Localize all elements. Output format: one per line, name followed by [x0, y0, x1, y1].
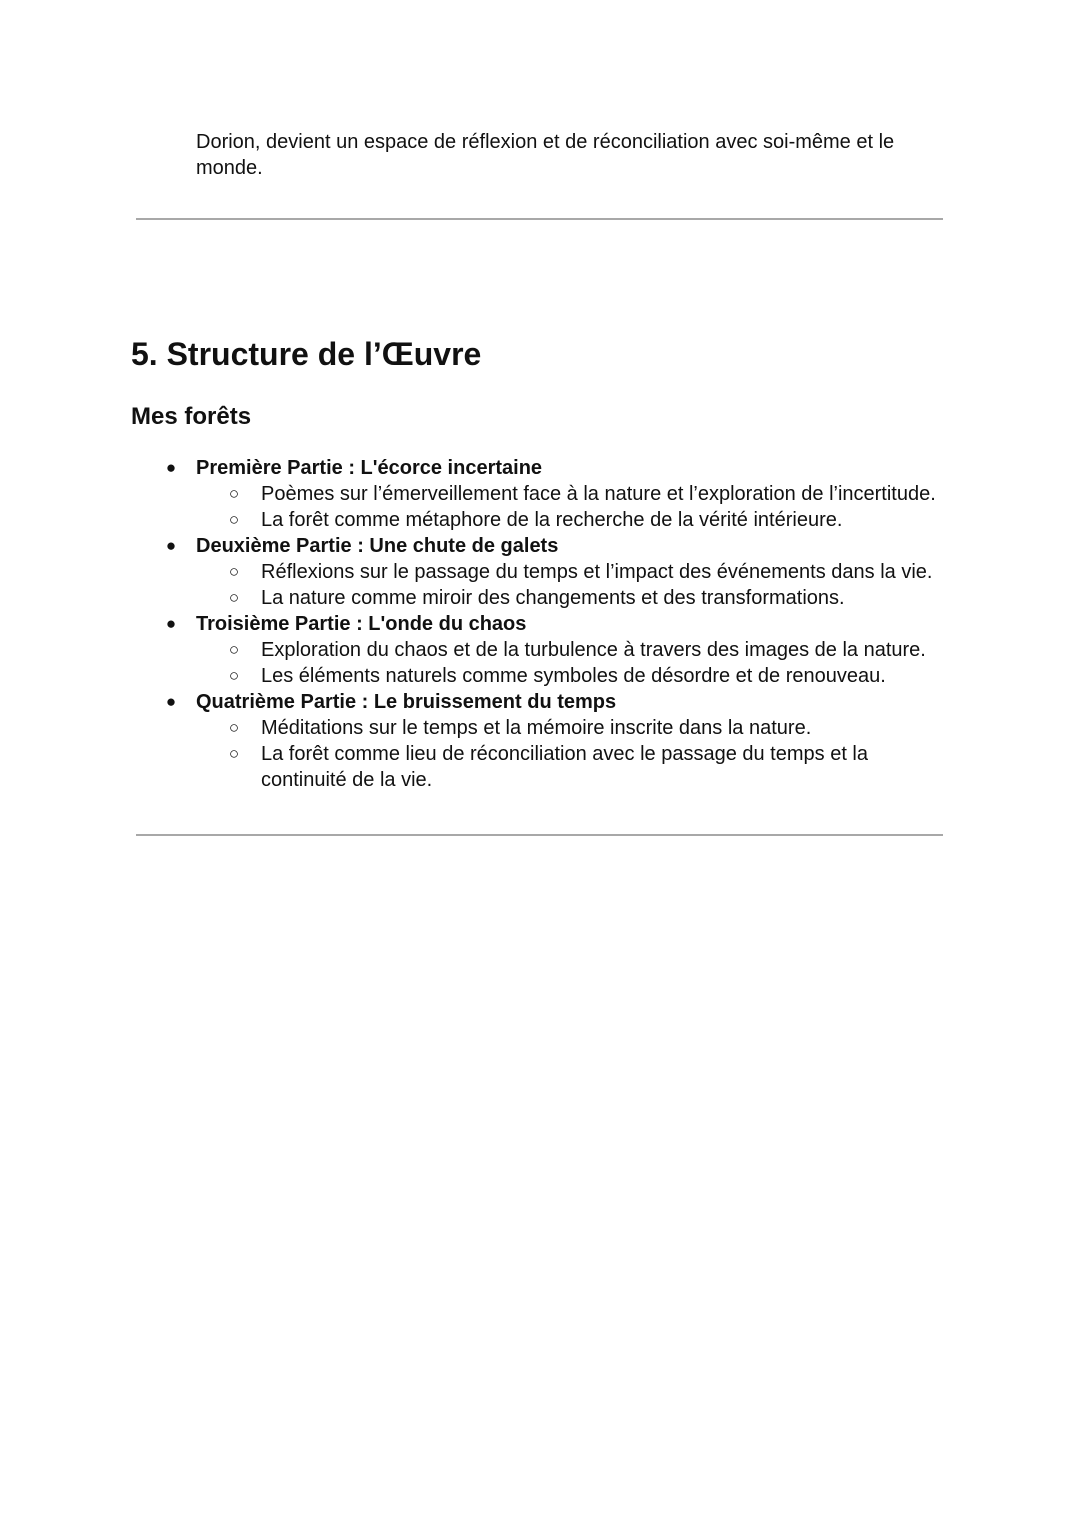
list-item	[0, 507, 1080, 533]
part-item	[0, 611, 1080, 689]
section-title: 5. Structure de l’Œuvre	[131, 336, 482, 372]
intro-paragraph: Dorion, devient un espace de réflexion et de réconciliation avec soi-même et le monde.	[196, 131, 895, 179]
list-item	[0, 559, 1080, 585]
point-text: La nature comme miroir des changements et des transformations.	[261, 587, 845, 609]
part-points-list	[0, 559, 1080, 611]
list-item	[0, 481, 1080, 507]
point-text: Méditations sur le temps et la mémoire inscrite dans la nature.	[261, 717, 812, 739]
part-points-list	[0, 481, 1080, 533]
part-title: Deuxième Partie : Une chute de galets	[196, 535, 559, 557]
hollow-bullet-icon: ○	[228, 510, 240, 529]
hollow-bullet-icon: ○	[228, 718, 240, 737]
filled-bullet-icon: ●	[165, 458, 177, 477]
point-text: Exploration du chaos et de la turbulence à travers des images de la nature.	[261, 639, 926, 661]
list-item	[0, 663, 1080, 689]
part-title: Première Partie : L'écorce incertaine	[196, 457, 543, 479]
point-text: La forêt comme lieu de réconciliation avec le passage du temps et la continuité de la vie.	[261, 743, 869, 791]
hollow-bullet-icon: ○	[228, 588, 240, 607]
filled-bullet-icon: ●	[165, 614, 177, 633]
filled-bullet-icon: ●	[165, 536, 177, 555]
point-text: Réflexions sur le passage du temps et l’impact des événements dans la vie.	[261, 561, 933, 583]
hollow-bullet-icon: ○	[228, 562, 240, 581]
part-title: Troisième Partie : L'onde du chaos	[196, 613, 527, 635]
hollow-bullet-icon: ○	[228, 640, 240, 659]
point-text: La forêt comme métaphore de la recherche de la vérité intérieure.	[261, 509, 843, 531]
part-item	[0, 689, 1080, 793]
point-text: Les éléments naturels comme symboles de désordre et de renouveau.	[261, 665, 886, 687]
subsection-title: Mes forêts	[131, 403, 252, 430]
part-title: Quatrième Partie : Le bruissement du temps	[196, 691, 617, 713]
hollow-bullet-icon: ○	[228, 666, 240, 685]
horizontal-divider	[136, 834, 943, 836]
hollow-bullet-icon: ○	[228, 484, 240, 503]
structure-outline	[0, 455, 1080, 793]
hollow-bullet-icon: ○	[228, 744, 240, 763]
list-item	[0, 585, 1080, 611]
part-item	[0, 455, 1080, 533]
list-item	[0, 637, 1080, 663]
list-item	[0, 741, 1080, 793]
part-item	[0, 533, 1080, 611]
list-item	[0, 715, 1080, 741]
part-heading-row	[0, 689, 1080, 715]
part-heading-row	[0, 533, 1080, 559]
point-text: Poèmes sur l’émerveillement face à la nature et l’exploration de l’incertitude.	[261, 483, 936, 505]
horizontal-divider	[136, 218, 943, 220]
part-heading-row	[0, 455, 1080, 481]
filled-bullet-icon: ●	[165, 692, 177, 711]
part-points-list	[0, 715, 1080, 793]
part-points-list	[0, 637, 1080, 689]
part-heading-row	[0, 611, 1080, 637]
